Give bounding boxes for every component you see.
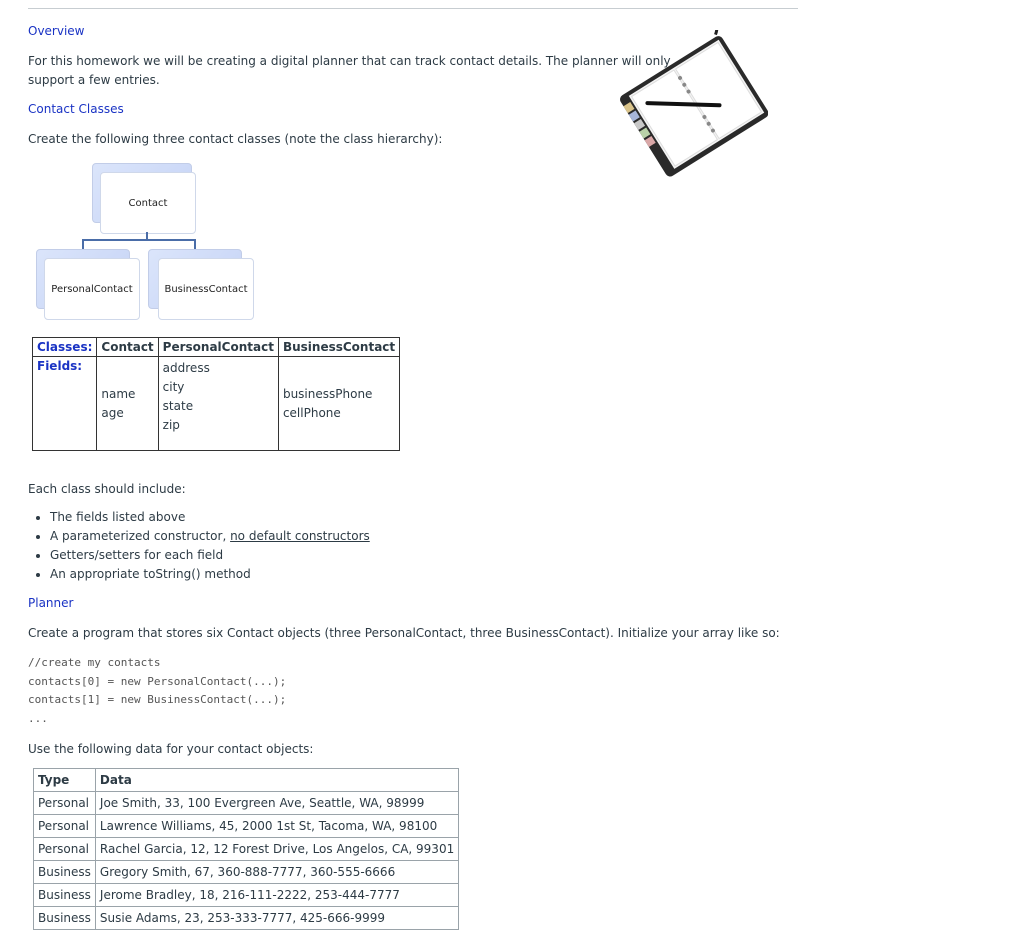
contact-classes-heading: Contact Classes [28, 102, 124, 116]
code-line: //create my contacts [28, 656, 161, 669]
table-row [34, 861, 459, 884]
header-data: Data [95, 769, 458, 792]
classes-label: Classes: [33, 338, 97, 357]
class-header-row [33, 338, 400, 357]
list-item [50, 527, 370, 546]
list-item: • An appropriate toString() method [50, 565, 370, 584]
no-default-constructors-link[interactable]: no default constructors [230, 529, 370, 543]
table-row [34, 815, 459, 838]
overview-heading: Overview [28, 24, 85, 38]
connector-left [82, 239, 84, 249]
cell-data: Susie Adams, 23, 253-333-7777, 425-666-9999 [95, 907, 458, 930]
code-line: ... [28, 711, 48, 725]
cell-type: Personal [34, 792, 96, 815]
field-state: state [162, 399, 194, 413]
header-type: Type [34, 769, 96, 792]
include-list [28, 508, 370, 584]
cell-type: Business [34, 884, 96, 907]
field-cell-phone: cellPhone [282, 405, 341, 420]
overview-text [28, 52, 671, 90]
personal-fields [158, 357, 278, 451]
personal-contact-class-box [44, 258, 140, 320]
list-item-text: A parameterized constructor, [50, 529, 231, 543]
code-line: contacts[0] = new PersonalContact(...); [28, 674, 287, 688]
cell-type: Business [34, 907, 96, 930]
connector-right [194, 239, 196, 249]
cell-data: Joe Smith, 33, 100 Evergreen Ave, Seattle, WA, 98999 [95, 792, 458, 815]
business-contact-class-label: BusinessContact [164, 283, 248, 295]
list-item: • The fields listed above [50, 508, 370, 527]
planner-heading: Planner [28, 596, 74, 610]
field-business-phone: businessPhone [282, 386, 373, 401]
contact-fields [97, 357, 158, 451]
cell-data: Jerome Bradley, 18, 216-111-2222, 253-444-7777 [95, 884, 458, 907]
code-block [28, 654, 286, 728]
fields-label: Fields: [33, 357, 97, 451]
data-header-row [34, 769, 459, 792]
fields-row [33, 357, 400, 451]
contact-class-box [100, 172, 196, 234]
table-row [34, 792, 459, 815]
class-fields-table [32, 337, 400, 451]
cell-type: Business [34, 861, 96, 884]
overview-text-line2: support a few entries. [28, 73, 160, 87]
cell-data: Lawrence Williams, 45, 2000 1st St, Tacoma, WA, 98100 [95, 815, 458, 838]
contact-classes-intro: Create the following three contact classes (note the class hierarchy): [28, 132, 443, 146]
column-contact: Contact [97, 338, 158, 357]
table-row [34, 884, 459, 907]
field-address: address [162, 361, 210, 375]
field-city: city [162, 380, 185, 394]
list-item: • Getters/setters for each field [50, 546, 370, 565]
table-row [34, 838, 459, 861]
planner-text: Create a program that stores six Contact objects (three PersonalContact, three BusinessContact). Initialize your array like so: [28, 626, 780, 640]
planner-image [618, 30, 768, 190]
include-intro: Each class should include: [28, 482, 186, 496]
cell-type: Personal [34, 838, 96, 861]
contact-class-label: Contact [128, 197, 168, 209]
field-name: name [101, 386, 136, 401]
top-divider [28, 8, 798, 9]
code-line: contacts[1] = new BusinessContact(...); [28, 693, 287, 706]
personal-contact-class-label: PersonalContact [51, 283, 133, 295]
cell-data: Rachel Garcia, 12, 12 Forest Drive, Los Angelos, CA, 99301 [95, 838, 458, 861]
column-business-contact: BusinessContact [278, 338, 399, 357]
field-age: age [101, 405, 124, 420]
cell-type: Personal [34, 815, 96, 838]
column-personal-contact: PersonalContact [158, 338, 278, 357]
cell-data: Gregory Smith, 67, 360-888-7777, 360-555-6666 [95, 861, 458, 884]
business-contact-class-box [158, 258, 254, 320]
table-row [34, 907, 459, 930]
field-zip: zip [162, 418, 180, 432]
business-fields [278, 357, 399, 451]
connector-horizontal [82, 239, 196, 241]
data-intro: Use the following data for your contact objects: [28, 742, 314, 756]
contact-data-table [33, 768, 459, 930]
overview-text-line1: For this homework we will be creating a digital planner that can track contact details. The planner will only [28, 54, 671, 68]
